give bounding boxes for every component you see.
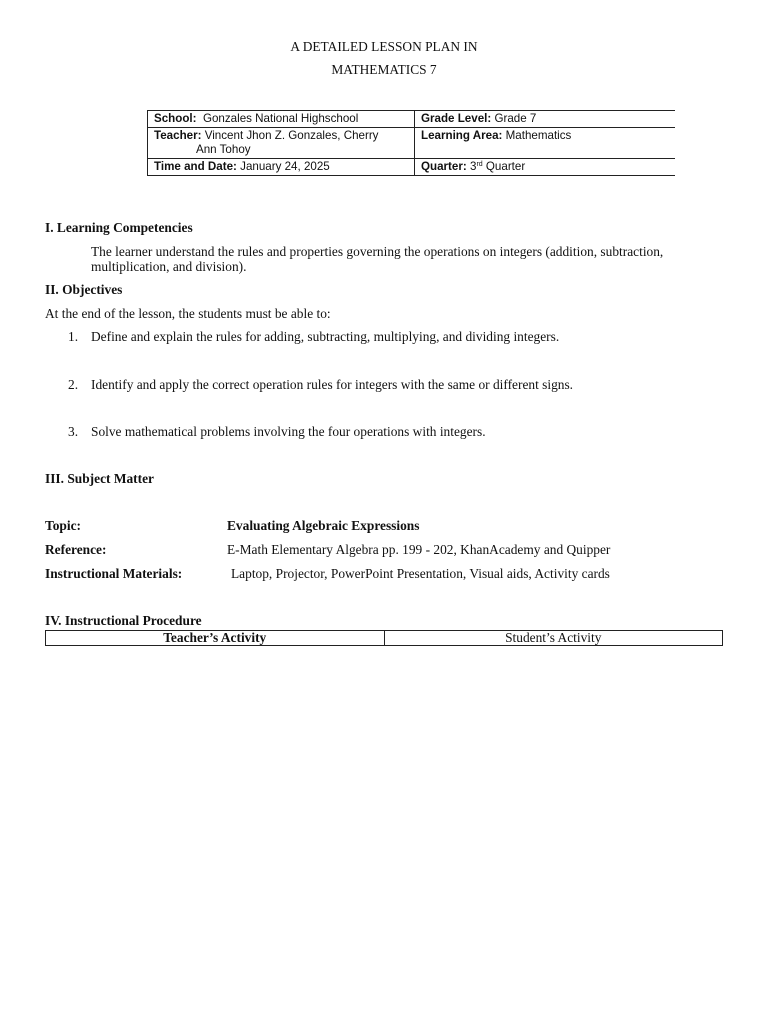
objective-number: 1. (68, 329, 79, 344)
quarter-word: Quarter (485, 160, 526, 173)
quarter-ordinal-suffix: rd (476, 161, 483, 168)
objectives-heading: II. Objectives (45, 282, 123, 297)
objective-text: Identify and apply the correct operation rules for integers with the same or different signs. (91, 377, 574, 392)
school-label: School: (154, 112, 197, 125)
student-activity-header: Student’s Activity (384, 631, 723, 646)
teacher-label: Teacher: (154, 129, 202, 142)
subject-matter-heading: III. Subject Matter (45, 471, 154, 486)
materials-label: Instructional Materials: (45, 566, 183, 581)
objective-number: 2. (68, 377, 79, 392)
objectives-intro: At the end of the lesson, the students must be able to: (45, 306, 331, 321)
teacher-activity-header: Teacher’s Activity (46, 631, 385, 646)
topic-value: Evaluating Algebraic Expressions (227, 518, 420, 533)
school-value: Gonzales National Highschool (202, 112, 359, 125)
info-row-teacher (148, 128, 676, 159)
procedure-heading: IV. Instructional Procedure (45, 613, 202, 628)
reference-label: Reference: (45, 542, 107, 557)
competencies-text: The learner understand the rules and properties governing the operations on integers (addition, subtraction, multiplication, and division). (91, 244, 664, 274)
reference-value: E-Math Elementary Algebra pp. 199 - 202, KhanAcademy and Quipper (227, 542, 611, 557)
document-title-line1: A DETAILED LESSON PLAN IN (290, 39, 478, 54)
topic-label: Topic: (45, 518, 81, 533)
info-row-date (148, 159, 676, 176)
document-title-line2: MATHEMATICS 7 (331, 62, 437, 77)
objective-number: 3. (68, 424, 79, 439)
info-row-school (148, 111, 676, 128)
time-date-value: January 24, 2025 (240, 160, 330, 173)
procedure-header-row (46, 631, 723, 646)
teacher-value-line1: Vincent Jhon Z. Gonzales, Cherry (204, 129, 379, 142)
objective-text: Solve mathematical problems involving the four operations with integers. (91, 424, 486, 439)
learning-area-label: Learning Area: (421, 129, 503, 142)
learning-area-value: Mathematics (505, 129, 572, 142)
procedure-table (45, 630, 723, 646)
time-date-label: Time and Date: (154, 160, 237, 173)
quarter-number: 3 (469, 160, 477, 173)
teacher-value-line2: Ann Tohoy (196, 143, 251, 156)
lesson-info-table (147, 110, 675, 176)
quarter-label: Quarter: (421, 160, 467, 173)
objective-text: Define and explain the rules for adding, subtracting, multiplying, and dividing integers. (91, 329, 560, 344)
materials-value: Laptop, Projector, PowerPoint Presentation, Visual aids, Activity cards (231, 566, 610, 581)
grade-level-label: Grade Level: (421, 112, 492, 125)
competencies-heading: I. Learning Competencies (45, 220, 193, 235)
grade-level-value: Grade 7 (494, 112, 537, 125)
